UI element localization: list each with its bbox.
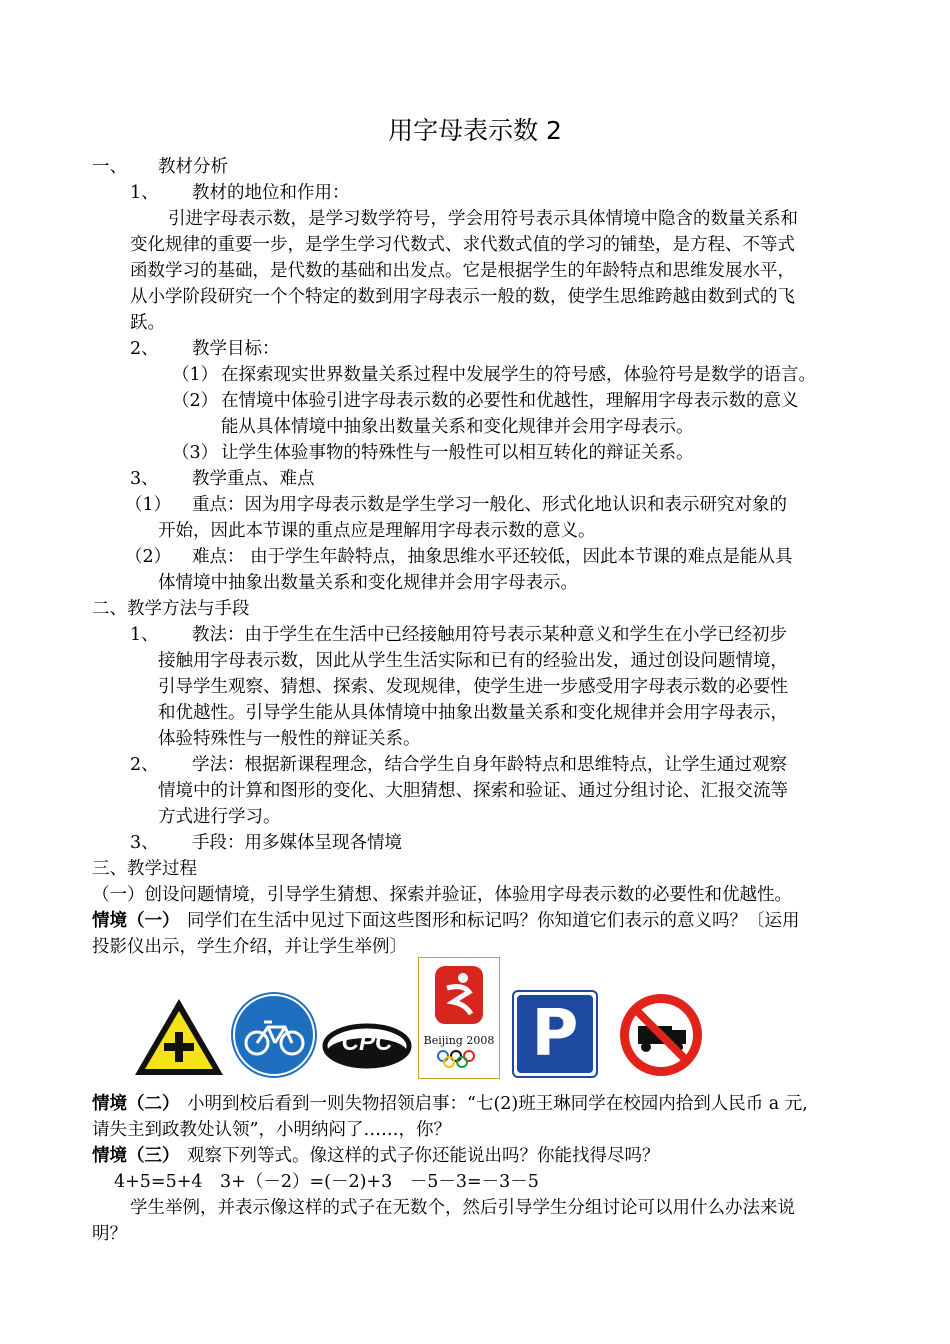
- section-1-number: 一、: [92, 157, 127, 177]
- method-2-line-2: 情境中的计算和图形的变化、大胆猜想、探索和验证、通过分组讨论、汇报交流等: [158, 781, 788, 801]
- beijing-2008-text: Beijing 2008: [423, 1034, 495, 1047]
- sub-3-number: 3、: [130, 469, 159, 489]
- section-1-label: 教材分析: [158, 157, 228, 177]
- para1-line-5: 跃。: [130, 313, 165, 333]
- goal-3-text: 让学生体验事物的特殊性与一般性可以相互转化的辩证关系。: [221, 443, 694, 463]
- para1-line-2: 变化规律的重要一步，是学生学习代数式、求代数式值的学习的铺垫，是方程、不等式: [130, 235, 795, 255]
- key-1-text-cont: 开始，因此本节课的重点应是理解用字母表示数的意义。: [158, 521, 596, 541]
- closing-line-1: 学生举例，并表示像这样的式子在无数个，然后引导学生分组讨论可以用什么办法来说: [130, 1198, 795, 1218]
- goal-2-text-cont: 能从具体情境中抽象出数量关系和变化规律并会用字母表示。: [221, 417, 694, 437]
- section-2-label: 二、教学方法与手段: [92, 599, 250, 619]
- goal-2-number: （2）: [172, 391, 219, 411]
- para1-line-4: 从小学阶段研究一个个特定的数到用字母表示一般的数，使学生思维跨越由数到式的飞: [130, 287, 795, 307]
- method-2-number: 2、: [130, 755, 159, 775]
- parking-p-icon: P: [531, 997, 579, 1071]
- bicycle-lane-sign-icon: [230, 991, 318, 1079]
- key-1-text: 重点：因为用字母表示数是学生学习一般化、形式化地认识和表示研究对象的: [192, 495, 787, 515]
- method-1-line-4: 和优越性。引导学生能从具体情境中抽象出数量关系和变化规律并会用字母表示，: [158, 703, 788, 723]
- beijing-2008-seal-icon: [419, 958, 499, 1078]
- sub-2-label: 教学目标：: [192, 339, 280, 359]
- scenario-2-label: 情境（二）: [92, 1094, 180, 1114]
- goal-1-number: （1）: [172, 365, 219, 385]
- process-part-1: （一）创设问题情境，引导学生猜想、探索并验证，体验用字母表示数的必要性和优越性。: [92, 885, 792, 905]
- sub-1-label: 教材的地位和作用：: [192, 183, 350, 203]
- scenario-2-text: 小明到校后看到一则失物招领启事：“七(2)班王琳同学在校园内拾到人民币 a 元,: [187, 1094, 808, 1114]
- scenario-2-text-cont: 请失主到政教处认领”，小明纳闷了……，你？: [92, 1120, 451, 1140]
- section-3-label: 三、教学过程: [92, 859, 197, 879]
- para1-line-1: 引进字母表示数，是学习数学符号，学会用符号表示具体情境中隐含的数量关系和: [168, 209, 798, 229]
- method-1-line-1: 教法：由于学生在生活中已经接触用符号表示某种意义和学生在小学已经初步: [192, 625, 787, 645]
- scenario-1-label: 情境（一）: [92, 911, 180, 931]
- key-2-text: 难点： 由于学生年龄特点，抽象思维水平还较低，因此本节课的难点是能从具: [192, 547, 793, 567]
- sub-2-number: 2、: [130, 339, 159, 359]
- method-1-line-3: 引导学生观察、猜想、探索、发现规律，使学生进一步感受用字母表示数的必要性: [158, 677, 788, 697]
- method-3-text: 手段：用多媒体呈现各情境: [192, 833, 402, 853]
- no-trucks-sign-icon: [618, 992, 704, 1078]
- goal-3-number: （3）: [172, 443, 219, 463]
- method-2-line-3: 方式进行学习。: [158, 807, 281, 827]
- method-1-line-2: 接触用字母表示数，因此从学生生活实际和已有的经验出发，通过创设问题情境，: [158, 651, 788, 671]
- para1-line-3: 函数学习的基础，是代数的基础和出发点。它是根据学生的年龄特点和思维发展水平，: [130, 261, 795, 281]
- scenario-3-label: 情境（三）: [92, 1146, 180, 1166]
- equations: 4+5=5+4 3+（－2）=(－2)+3 －5－3=－3－5: [114, 1172, 539, 1192]
- sub-3-label: 教学重点、难点: [192, 469, 315, 489]
- cpc-logo-icon: [322, 1014, 412, 1072]
- page-title: 用字母表示数 2: [388, 116, 562, 145]
- method-3-number: 3、: [130, 833, 159, 853]
- scenario-3-text: 观察下列等式。像这样的式子你还能说出吗？你能找得尽吗？: [187, 1146, 660, 1166]
- method-2-line-1: 学法：根据新课程理念，结合学生自身年龄特点和思维特点，让学生通过观察: [192, 755, 787, 775]
- closing-line-2: 明？: [92, 1224, 127, 1244]
- scenario-1-text-cont: 投影仪出示，学生介绍，并让学生举例〕: [92, 937, 407, 957]
- scenario-1-text: 同学们在生活中见过下面这些图形和标记吗？你知道它们表示的意义吗？〔运用: [187, 911, 800, 931]
- cpc-logo-text: CPC: [341, 1029, 393, 1056]
- sub-1-number: 1、: [130, 183, 159, 203]
- method-1-number: 1、: [130, 625, 159, 645]
- yellow-warning-cross-sign-icon: [132, 996, 226, 1078]
- key-2-number: （2）: [125, 547, 172, 567]
- goal-1-text: 在探索现实世界数量关系过程中发展学生的符号感，体验符号是数学的语言。: [221, 365, 816, 385]
- key-1-number: （1）: [125, 495, 172, 515]
- method-1-line-5: 体验特殊性与一般性的辩证关系。: [158, 729, 421, 749]
- key-2-text-cont: 体情境中抽象出数量关系和变化规律并会用字母表示。: [158, 573, 578, 593]
- parking-sign: [512, 990, 598, 1078]
- goal-2-text: 在情境中体验引进字母表示数的必要性和优越性，理解用字母表示数的意义: [221, 391, 799, 411]
- beijing-2008-emblem: [418, 957, 500, 1079]
